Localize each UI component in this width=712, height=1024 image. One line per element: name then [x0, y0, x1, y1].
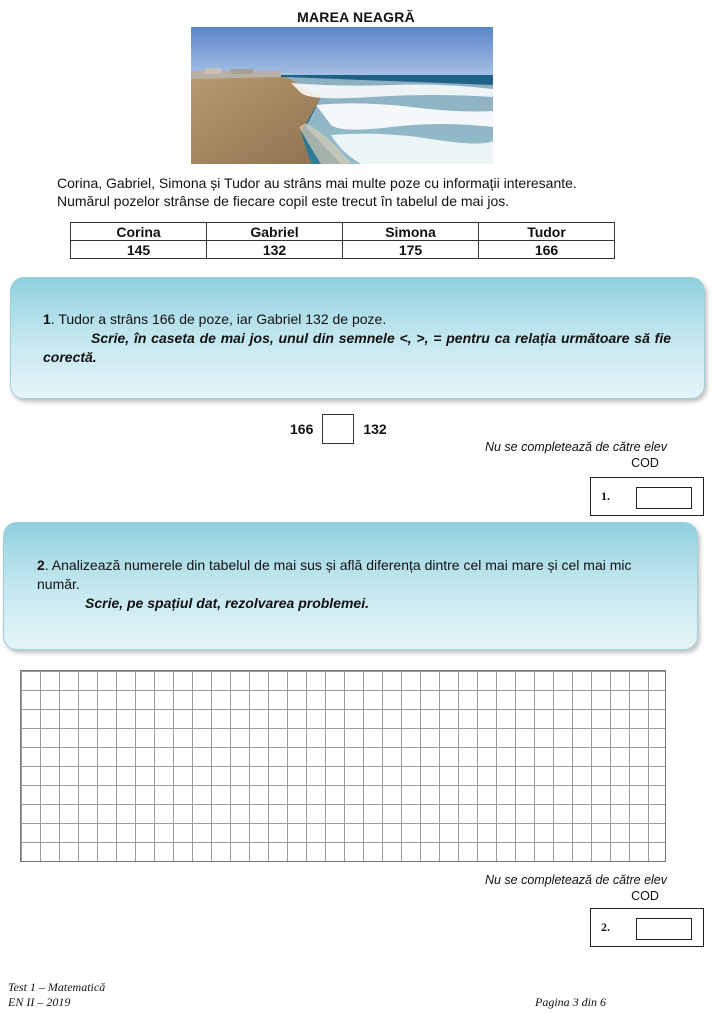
footer-left — [8, 980, 105, 1010]
grading-box-2-label: 2. — [601, 920, 610, 934]
intro-text — [57, 174, 677, 210]
intro-line-1: Corina, Gabriel, Simona și Tudor au strâns mai multe poze cu informații interesante. — [57, 175, 577, 191]
header-tudor: Tudor — [479, 223, 615, 241]
header-corina: Corina — [71, 223, 207, 241]
grading-box-1-field — [636, 487, 692, 509]
grading-box-2-field — [636, 918, 692, 940]
question-1-box — [10, 277, 705, 399]
comparison-left: 166 — [290, 421, 314, 437]
intro-line-2: Numărul pozelor strânse de fiecare copil este trecut în tabelul de mai jos. — [57, 193, 510, 209]
question-2-task: Scrie, pe spațiul dat, rezolvarea problemei. — [85, 595, 369, 611]
table-values-row — [71, 241, 615, 259]
value-simona: 175 — [343, 241, 479, 259]
grading-box-2 — [590, 908, 704, 947]
header-gabriel: Gabriel — [207, 223, 343, 241]
cod-label-2: COD — [631, 889, 659, 903]
grading-note-2: Nu se completează de către elev — [484, 873, 668, 887]
question-1-task: Scrie, în caseta de mai jos, unul din semnele <, >, = pentru ca relația următoare să fie corectă. — [43, 330, 671, 365]
question-1-text: . Tudor a strâns 166 de poze, iar Gabriel 132 de poze. — [50, 311, 387, 327]
grading-box-1 — [590, 477, 704, 516]
footer-exam-year: EN II – 2019 — [8, 995, 71, 1009]
grading-box-1-label: 1. — [601, 489, 610, 503]
header-simona: Simona — [343, 223, 479, 241]
value-gabriel: 132 — [207, 241, 343, 259]
question-1-statement — [43, 310, 671, 329]
question-2-box — [3, 522, 698, 650]
question-2-text: . Analizează numerele din tabelul de mai sus și află diferența dintre cel mai mare și cel mai mic număr. — [37, 557, 632, 592]
value-corina: 145 — [71, 241, 207, 259]
footer-test-name: Test 1 – Matematică — [8, 980, 106, 994]
photo-count-table — [70, 222, 615, 259]
cod-label-1: COD — [631, 456, 659, 470]
answer-grid[interactable] — [20, 670, 666, 862]
question-2-number: 2 — [37, 557, 45, 573]
page-title: MAREA NEAGRĂ — [297, 9, 415, 25]
question-2-statement — [37, 556, 667, 594]
table-header-row — [71, 223, 615, 241]
grading-note-1: Nu se completează de către elev — [484, 440, 668, 454]
sign-answer-box[interactable] — [322, 414, 354, 444]
question-1-number: 1 — [43, 311, 51, 327]
comparison-right: 132 — [363, 421, 387, 437]
value-tudor: 166 — [479, 241, 615, 259]
beach-photo — [191, 27, 493, 164]
comparison-row — [290, 414, 387, 444]
page-number: Pagina 3 din 6 — [535, 995, 606, 1009]
